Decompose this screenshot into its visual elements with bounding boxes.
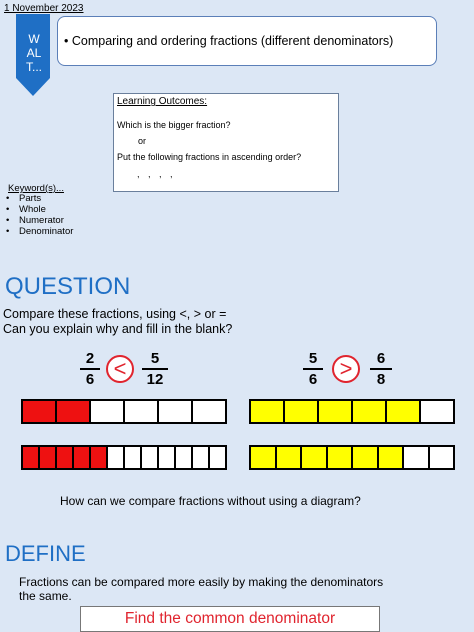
filled-segment <box>251 447 277 468</box>
filled-segment <box>57 447 74 468</box>
learning-outcomes-title: Learning Outcomes: <box>117 96 208 107</box>
filled-segment <box>353 447 379 468</box>
numerator: 5 <box>150 350 160 367</box>
learning-outcome-or: or <box>138 136 147 146</box>
empty-segment <box>125 447 142 468</box>
numerator: 6 <box>376 350 386 367</box>
keyword-item: • Parts <box>6 193 73 204</box>
fraction-bar-right-eighths <box>249 445 455 470</box>
filled-segment <box>251 401 285 422</box>
denominator: 6 <box>85 371 95 388</box>
date: 1 November 2023 <box>4 3 84 14</box>
learning-outcome-blanks: , , , , <box>137 169 173 179</box>
empty-segment <box>142 447 159 468</box>
common-denominator-box: Find the common denominator <box>80 606 380 632</box>
empty-segment <box>159 447 176 468</box>
empty-segment <box>430 447 454 468</box>
filled-segment <box>387 401 421 422</box>
filled-segment <box>319 401 353 422</box>
keyword-item: • Numerator <box>6 215 73 226</box>
empty-segment <box>421 401 453 422</box>
learning-outcome-q2: Put the following fractions in ascending order? <box>117 152 302 162</box>
keyword-item: • Denominator <box>6 226 73 237</box>
filled-segment <box>302 447 328 468</box>
keywords-list <box>6 193 73 237</box>
fraction-left-b <box>142 350 168 388</box>
filled-segment <box>91 447 108 468</box>
keyword-item: • Whole <box>6 204 73 215</box>
filled-segment <box>23 401 57 422</box>
empty-segment <box>91 401 125 422</box>
filled-segment <box>57 401 91 422</box>
fraction-bar <box>303 368 323 370</box>
fraction-bar <box>142 368 168 370</box>
denominator: 12 <box>146 371 164 388</box>
fraction-right-b <box>370 350 392 388</box>
fraction-bar-right-sixths <box>249 399 455 424</box>
filled-segment <box>23 447 40 468</box>
filled-segment <box>353 401 387 422</box>
empty-segment <box>210 447 225 468</box>
lesson-title: • Comparing and ordering fractions (different denominators) <box>64 34 394 48</box>
empty-segment <box>176 447 193 468</box>
filled-segment <box>277 447 303 468</box>
fraction-bar-left-sixths <box>21 399 227 424</box>
comparison-symbol-left: < <box>106 355 134 383</box>
filled-segment <box>40 447 57 468</box>
question-line1: Compare these fractions, using <, > or = <box>3 307 227 321</box>
define-heading: DEFINE <box>5 541 86 566</box>
fraction-bar-left-twelfths <box>21 445 227 470</box>
empty-segment <box>125 401 159 422</box>
comparison-symbol-right: > <box>332 355 360 383</box>
walt-line: T... <box>25 60 42 74</box>
question-line2: Can you explain why and fill in the blank? <box>3 322 233 336</box>
empty-segment <box>159 401 193 422</box>
empty-segment <box>193 401 225 422</box>
empty-segment <box>108 447 125 468</box>
denominator: 8 <box>376 371 386 388</box>
define-line1: Fractions can be compared more easily by making the denominators <box>19 575 384 589</box>
fraction-left-a <box>80 350 100 388</box>
numerator: 5 <box>308 350 318 367</box>
empty-segment <box>404 447 430 468</box>
walt-label <box>18 32 50 74</box>
learning-outcome-q1: Which is the bigger fraction? <box>117 120 231 130</box>
question-heading: QUESTION <box>5 273 131 300</box>
fraction-right-a <box>303 350 323 388</box>
define-line2: the same. <box>19 589 72 603</box>
filled-segment <box>285 401 319 422</box>
compare-prompt: How can we compare fractions without using a diagram? <box>60 494 361 508</box>
keywords-title: Keyword(s)... <box>8 183 64 194</box>
filled-segment <box>328 447 354 468</box>
empty-segment <box>193 447 210 468</box>
fraction-bar <box>80 368 100 370</box>
denominator: 6 <box>308 371 318 388</box>
filled-segment <box>379 447 405 468</box>
numerator: 2 <box>85 350 95 367</box>
walt-line: AL <box>26 46 42 60</box>
fraction-bar <box>370 368 392 370</box>
walt-line: W <box>28 32 40 46</box>
filled-segment <box>74 447 91 468</box>
